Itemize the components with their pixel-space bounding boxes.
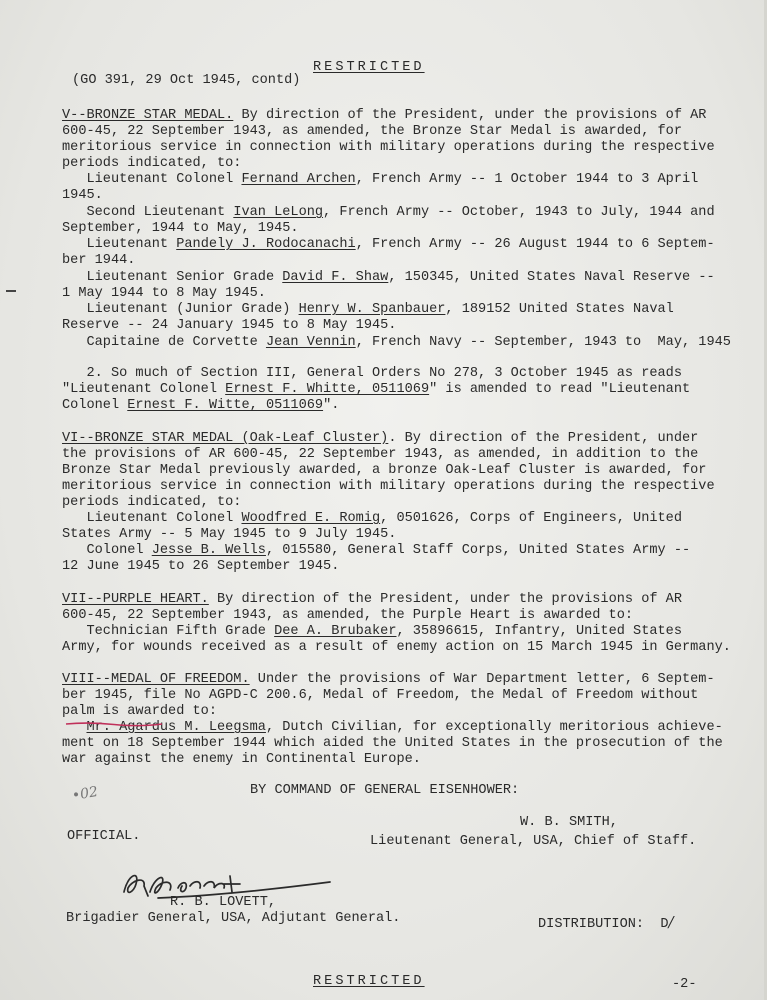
amendment-text: " is amended to read "Lieutenant xyxy=(429,382,691,397)
recipient-details: , 189152 United States Naval xyxy=(445,302,674,317)
section-vi-line-3: Bronze Star Medal previously awarded, a bronze Oak-Leaf Cluster is awarded, for xyxy=(62,463,707,478)
recipient-name: Jean Vennin xyxy=(265,335,356,350)
recipient-name: Pandely J. Rodocanachi xyxy=(176,237,356,252)
amendment-line-3 xyxy=(62,398,339,414)
recipient-details: , Dutch Civilian, for exceptionally meritorious achieve- xyxy=(265,720,723,735)
section-vi-intro-text: . By direction of the President, under xyxy=(388,431,699,446)
recipient-name: David F. Shaw xyxy=(282,270,389,285)
recipient-rank: Lieutenant (Junior Grade) xyxy=(62,302,299,317)
recipient-rank: Lieutenant Colonel xyxy=(62,511,242,526)
recipient-details: , French Army -- 1 October 1944 to 3 April xyxy=(355,172,699,187)
recipient-name: Jesse B. Wells xyxy=(151,543,266,558)
section-vii-heading: VII--PURPLE HEART. xyxy=(62,592,209,607)
recipient-lelong xyxy=(62,205,715,221)
official-label: OFFICIAL. xyxy=(67,829,141,844)
recipient-name: Woodfred E. Romig xyxy=(241,511,381,526)
adjutant-title: Brigadier General, USA, Adjutant General. xyxy=(66,911,401,926)
general-order-reference: (GO 391, 29 Oct 1945, contd) xyxy=(72,73,301,88)
recipient-name: Ivan LeLong xyxy=(233,205,324,220)
distribution-mark: / xyxy=(668,913,674,931)
margin-tick-mark xyxy=(6,290,16,292)
recipient-details: , 35896615, Infantry, United States xyxy=(396,624,682,639)
recipient-romig xyxy=(62,511,682,527)
adjutant-name: R. B. LOVETT, xyxy=(170,895,277,910)
red-pencil-strike xyxy=(64,721,164,727)
recipient-details: , 150345, United States Naval Reserve -- xyxy=(388,270,715,285)
recipient-rank: Capitaine de Corvette xyxy=(62,335,266,350)
recipient-rank: Colonel xyxy=(62,543,152,558)
section-vi-line-1 xyxy=(62,431,698,447)
recipient-rank: Lieutenant Colonel xyxy=(62,172,242,187)
section-vi-line-5: periods indicated, to: xyxy=(62,495,242,510)
restricted-footer: RESTRICTED xyxy=(313,974,425,989)
section-viii-intro-text: Under the provisions of War Department letter, 6 Septem- xyxy=(249,672,715,687)
section-vi-line-4: meritorious service in connection with military operations during the respective xyxy=(62,479,715,494)
recipient-wells xyxy=(62,543,690,559)
section-viii-line-1 xyxy=(62,672,715,688)
recipient-rodocanachi-cont: ber 1944. xyxy=(62,253,136,268)
recipient-details: , 0501626, Corps of Engineers, United xyxy=(380,511,682,526)
page-number: -2- xyxy=(672,977,697,992)
recipient-wells-cont: 12 June 1945 to 26 September 1945. xyxy=(62,559,340,574)
amendment-line-2 xyxy=(62,382,690,398)
amendment-new-name: Ernest F. Witte, 0511069 xyxy=(127,398,324,413)
section-vi-line-2: the provisions of AR 600-45, 22 September 1943, as amended, in addition to the xyxy=(62,447,699,462)
by-command-line: BY COMMAND OF GENERAL EISENHOWER: xyxy=(250,783,520,798)
recipient-rank: Lieutenant Senior Grade xyxy=(62,270,283,285)
section-v-line-3: meritorious service in connection with military operations during the respective xyxy=(62,140,715,155)
section-vii-line-2: 600-45, 22 September 1943, as amended, the Purple Heart is awarded to: xyxy=(62,608,634,623)
recipient-spanbauer-cont: Reserve -- 24 January 1945 to 8 May 1945. xyxy=(62,318,397,333)
restricted-header: RESTRICTED xyxy=(313,60,425,75)
signer-name: W. B. SMITH, xyxy=(520,815,618,830)
recipient-rank: Lieutenant xyxy=(62,237,177,252)
section-vii-intro-text: By direction of the President, under the provisions of AR xyxy=(208,592,682,607)
recipient-vennin xyxy=(62,335,731,351)
recipient-rodocanachi xyxy=(62,237,715,253)
recipient-brubaker xyxy=(62,624,682,640)
amendment-text: "Lieutenant Colonel xyxy=(62,382,226,397)
section-viii-heading: VIII--MEDAL OF FREEDOM. xyxy=(62,672,250,687)
pencil-note: •02 xyxy=(70,783,100,805)
recipient-details: , French Army -- 26 August 1944 to 6 Septem- xyxy=(355,237,715,252)
recipient-shaw-cont: 1 May 1944 to 8 May 1945. xyxy=(62,286,266,301)
section-v-line-2: 600-45, 22 September 1943, as amended, the Bronze Star Medal is awarded, for xyxy=(62,124,682,139)
recipient-archen-cont: 1945. xyxy=(62,188,103,203)
section-v-heading: V--BRONZE STAR MEDAL. xyxy=(62,108,234,123)
recipient-archen xyxy=(62,172,698,188)
recipient-shaw xyxy=(62,270,715,286)
recipient-romig-cont: States Army -- 5 May 1945 to 9 July 1945. xyxy=(62,527,397,542)
recipient-name: Mr. Agardus M. Leegsma xyxy=(86,720,266,735)
recipient-details: , French Army -- October, 1943 to July, 1944 and xyxy=(323,205,715,220)
distribution-text: DISTRIBUTION: D xyxy=(538,917,669,932)
recipient-name: Dee A. Brubaker xyxy=(274,624,397,639)
section-v-line-1 xyxy=(62,108,706,124)
amendment-text: ". xyxy=(323,398,340,413)
section-viii-line-3: palm is awarded to: xyxy=(62,704,217,719)
section-v-intro-text: By direction of the President, under the provisions of AR xyxy=(233,108,707,123)
recipient-details: , 015580, General Staff Corps, United States Army -- xyxy=(265,543,691,558)
recipient-spanbauer xyxy=(62,302,674,318)
section-v-line-4: periods indicated, to: xyxy=(62,156,242,171)
section-vi-heading: VI--BRONZE STAR MEDAL (Oak-Leaf Cluster) xyxy=(62,431,389,446)
recipient-details: , French Navy -- September, 1943 to May, 1945 xyxy=(355,335,731,350)
distribution-line xyxy=(538,914,674,933)
signer-title: Lieutenant General, USA, Chief of Staff. xyxy=(370,834,697,849)
amendment-old-name: Ernest F. Whitte, 0511069 xyxy=(225,382,430,397)
amendment-text: Colonel xyxy=(62,398,128,413)
recipient-name: Fernand Archen xyxy=(241,172,356,187)
recipient-leegsma-cont-1: ment on 18 September 1944 which aided the United States in the prosecution of the xyxy=(62,736,723,751)
amendment-line-1: 2. So much of Section III, General Orders No 278, 3 October 1945 as reads xyxy=(62,366,682,381)
recipient-lelong-cont: September, 1944 to May, 1945. xyxy=(62,221,299,236)
section-vii-line-1 xyxy=(62,592,682,608)
section-viii-line-2: ber 1945, file No AGPD-C 200.6, Medal of Freedom, the Medal of Freedom without xyxy=(62,688,699,703)
recipient-rank: Second Lieutenant xyxy=(62,205,234,220)
recipient-rank: Technician Fifth Grade xyxy=(62,624,275,639)
recipient-brubaker-cont: Army, for wounds received as a result of enemy action on 15 March 1945 in Germany. xyxy=(62,640,731,655)
recipient-leegsma-cont-2: war against the enemy in Continental Europe. xyxy=(62,752,421,767)
recipient-name: Henry W. Spanbauer xyxy=(298,302,446,317)
